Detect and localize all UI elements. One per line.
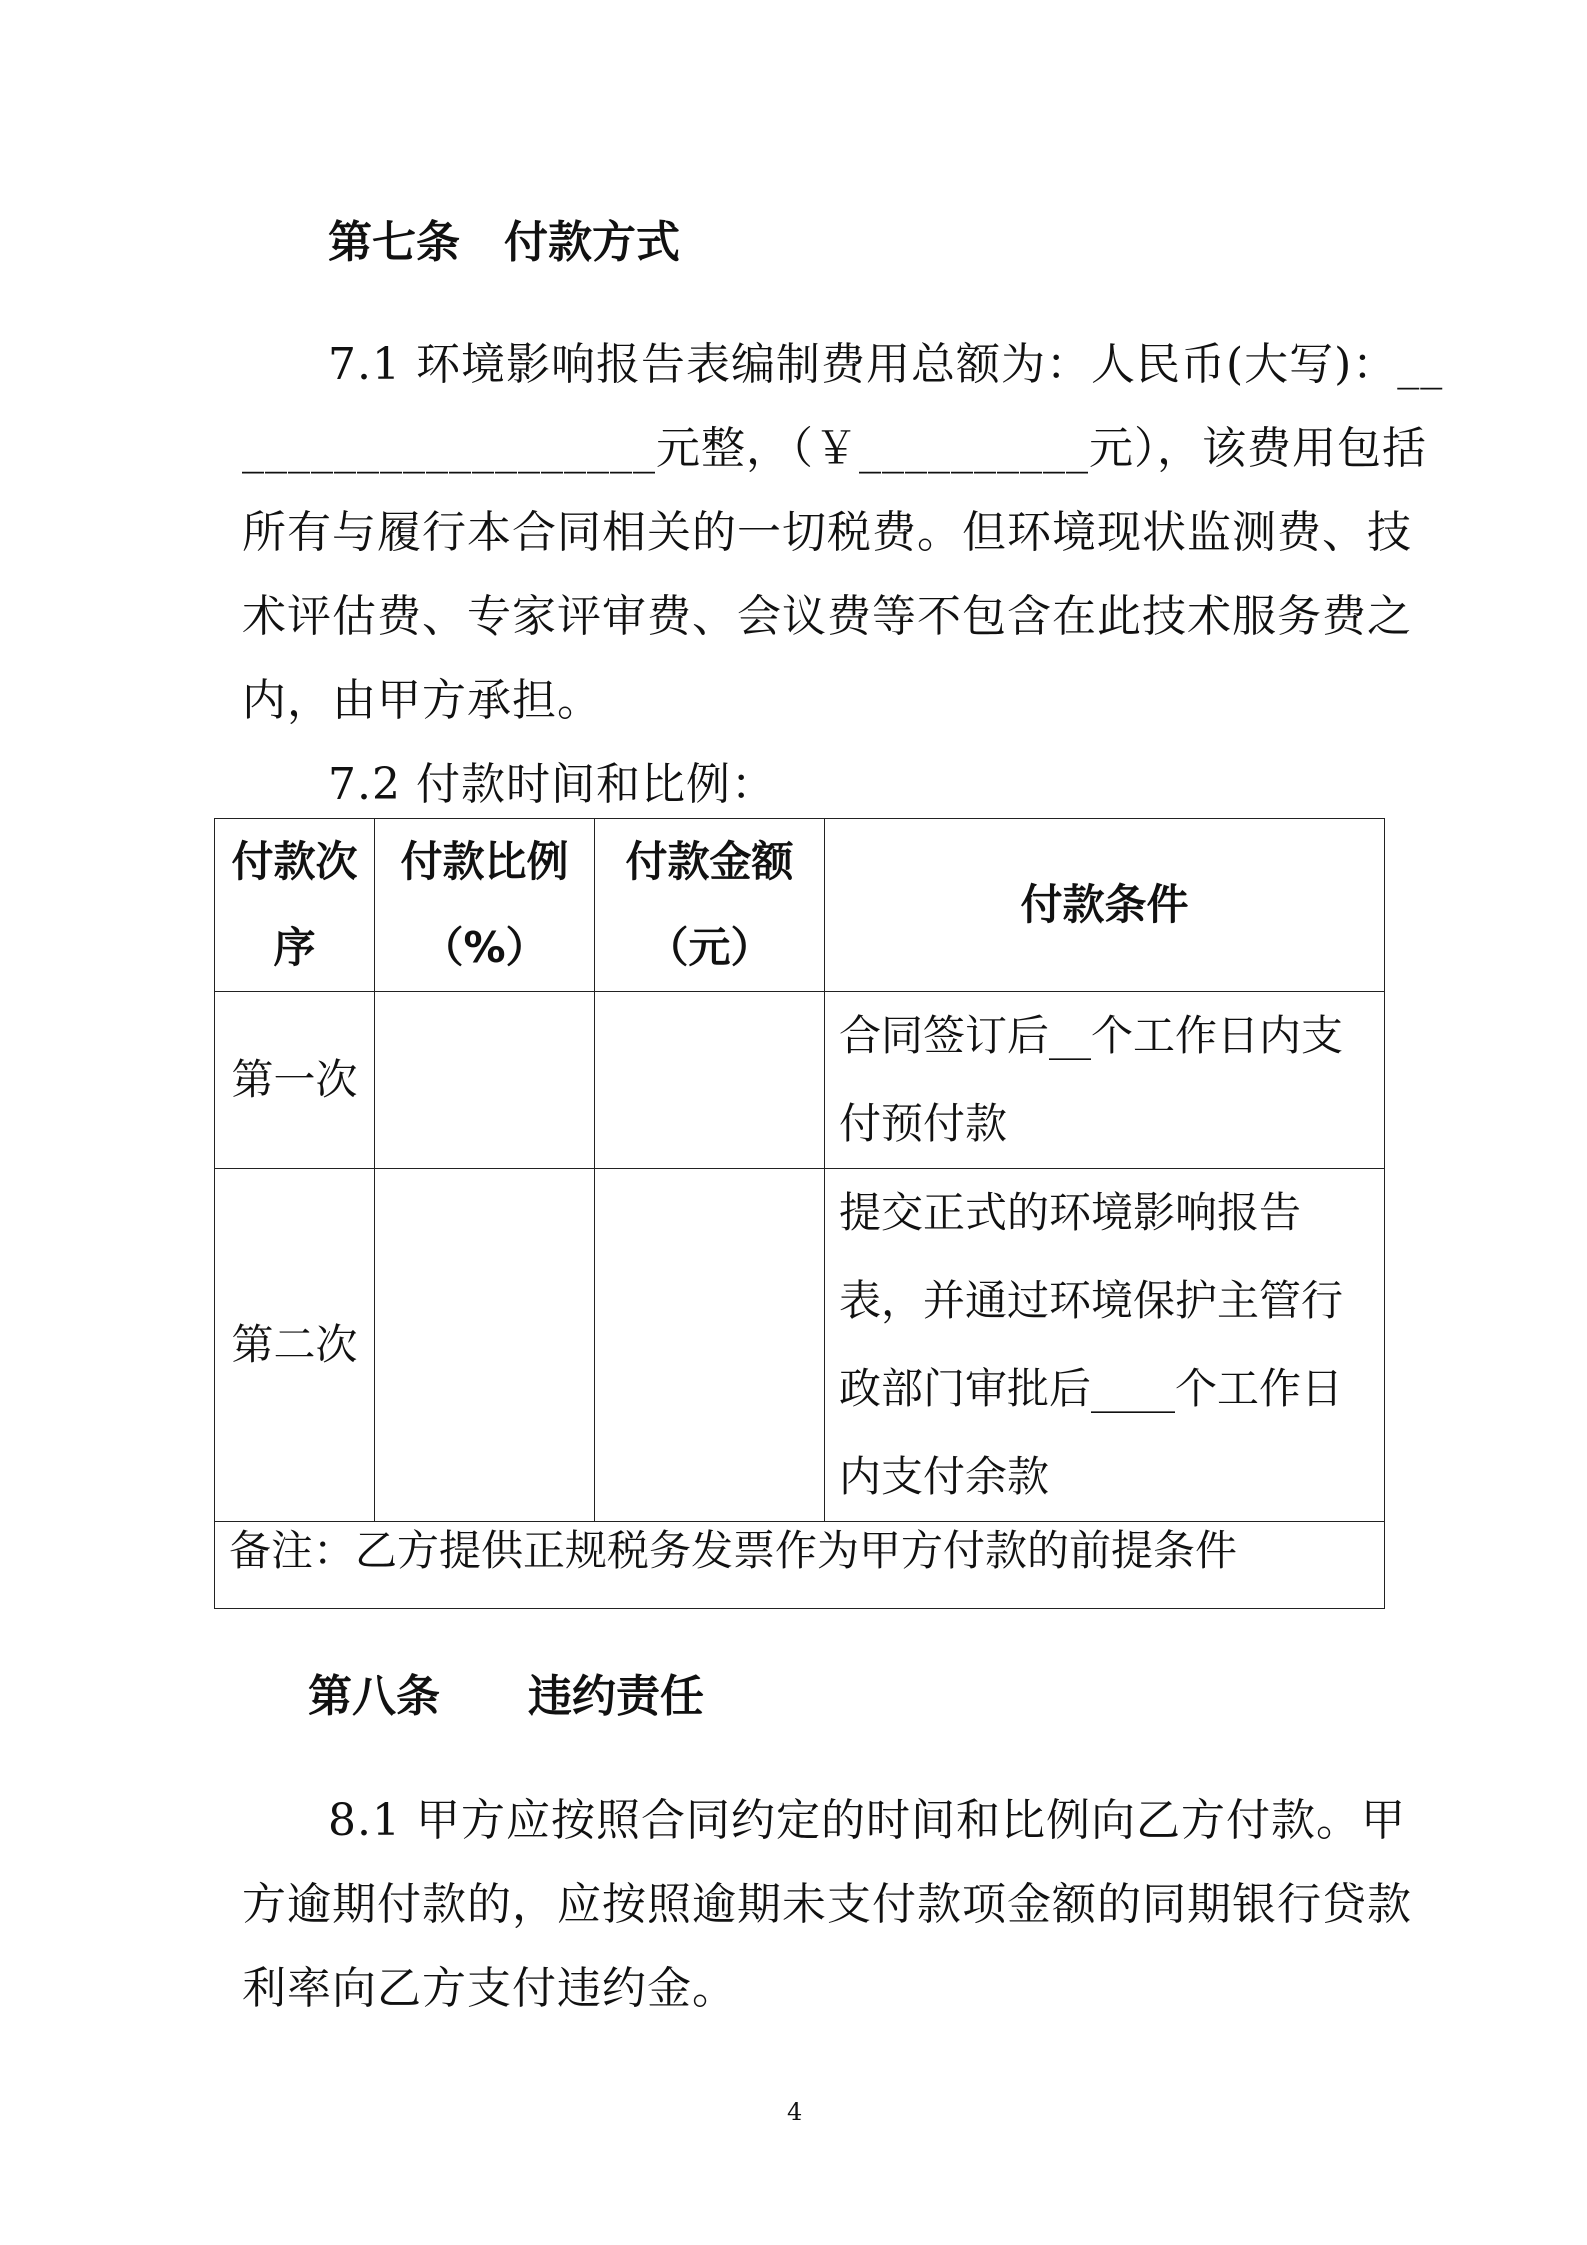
row-1-ratio <box>375 992 595 1169</box>
article-7-title: 第七条 付款方式 <box>328 217 680 268</box>
row-2-ratio <box>375 1169 595 1522</box>
row-1-amount <box>595 992 825 1169</box>
header-ratio: 付款比例（%） <box>375 819 595 992</box>
row-2-amount <box>595 1169 825 1522</box>
header-condition: 付款条件 <box>825 819 1385 992</box>
article-8-title: 第八条 违约责任 <box>308 1671 704 1722</box>
clause-8-1-line-3: 利率向乙方支付违约金。 <box>242 1963 737 2014</box>
clause-8-1-line-2: 方逾期付款的，应按照逾期未支付款项金额的同期银行贷款 <box>242 1879 1412 1930</box>
table-note: 备注：乙方提供正规税务发票作为甲方付款的前提条件 <box>215 1522 1385 1609</box>
clause-7-2: 7.2 付款时间和比例： <box>328 759 776 810</box>
table-row <box>215 1169 1385 1522</box>
table-row <box>215 992 1385 1169</box>
clause-8-1-line-1: 8.1 甲方应按照合同约定的时间和比例向乙方付款。甲 <box>328 1795 1406 1846</box>
row-1-condition: 合同签订后__个工作日内支付预付款 <box>825 992 1385 1169</box>
clause-7-1-line-4: 术评估费、专家评审费、会议费等不包含在此技术服务费之 <box>242 591 1412 642</box>
clause-7-1-line-2: __________________元整，（￥__________元），该费用包括 <box>242 423 1427 474</box>
clause-7-1-line-1: 7.1 环境影响报告表编制费用总额为：人民币(大写)：__ <box>328 339 1444 390</box>
row-2-order: 第二次 <box>215 1169 375 1522</box>
header-amount: 付款金额（元） <box>595 819 825 992</box>
row-2-condition: 提交正式的环境影响报告表，并通过环境保护主管行政部门审批后____个工作日内支付余款 <box>825 1169 1385 1522</box>
table-note-row <box>215 1522 1385 1609</box>
payment-table-header <box>215 819 1385 992</box>
header-order: 付款次序 <box>215 819 375 992</box>
clause-7-1-line-5: 内，由甲方承担。 <box>242 675 602 726</box>
page-number: 4 <box>787 2098 803 2126</box>
row-1-order: 第一次 <box>215 992 375 1169</box>
payment-table <box>214 818 1385 1609</box>
clause-7-1-line-3: 所有与履行本合同相关的一切税费。但环境现状监测费、技 <box>242 507 1412 558</box>
